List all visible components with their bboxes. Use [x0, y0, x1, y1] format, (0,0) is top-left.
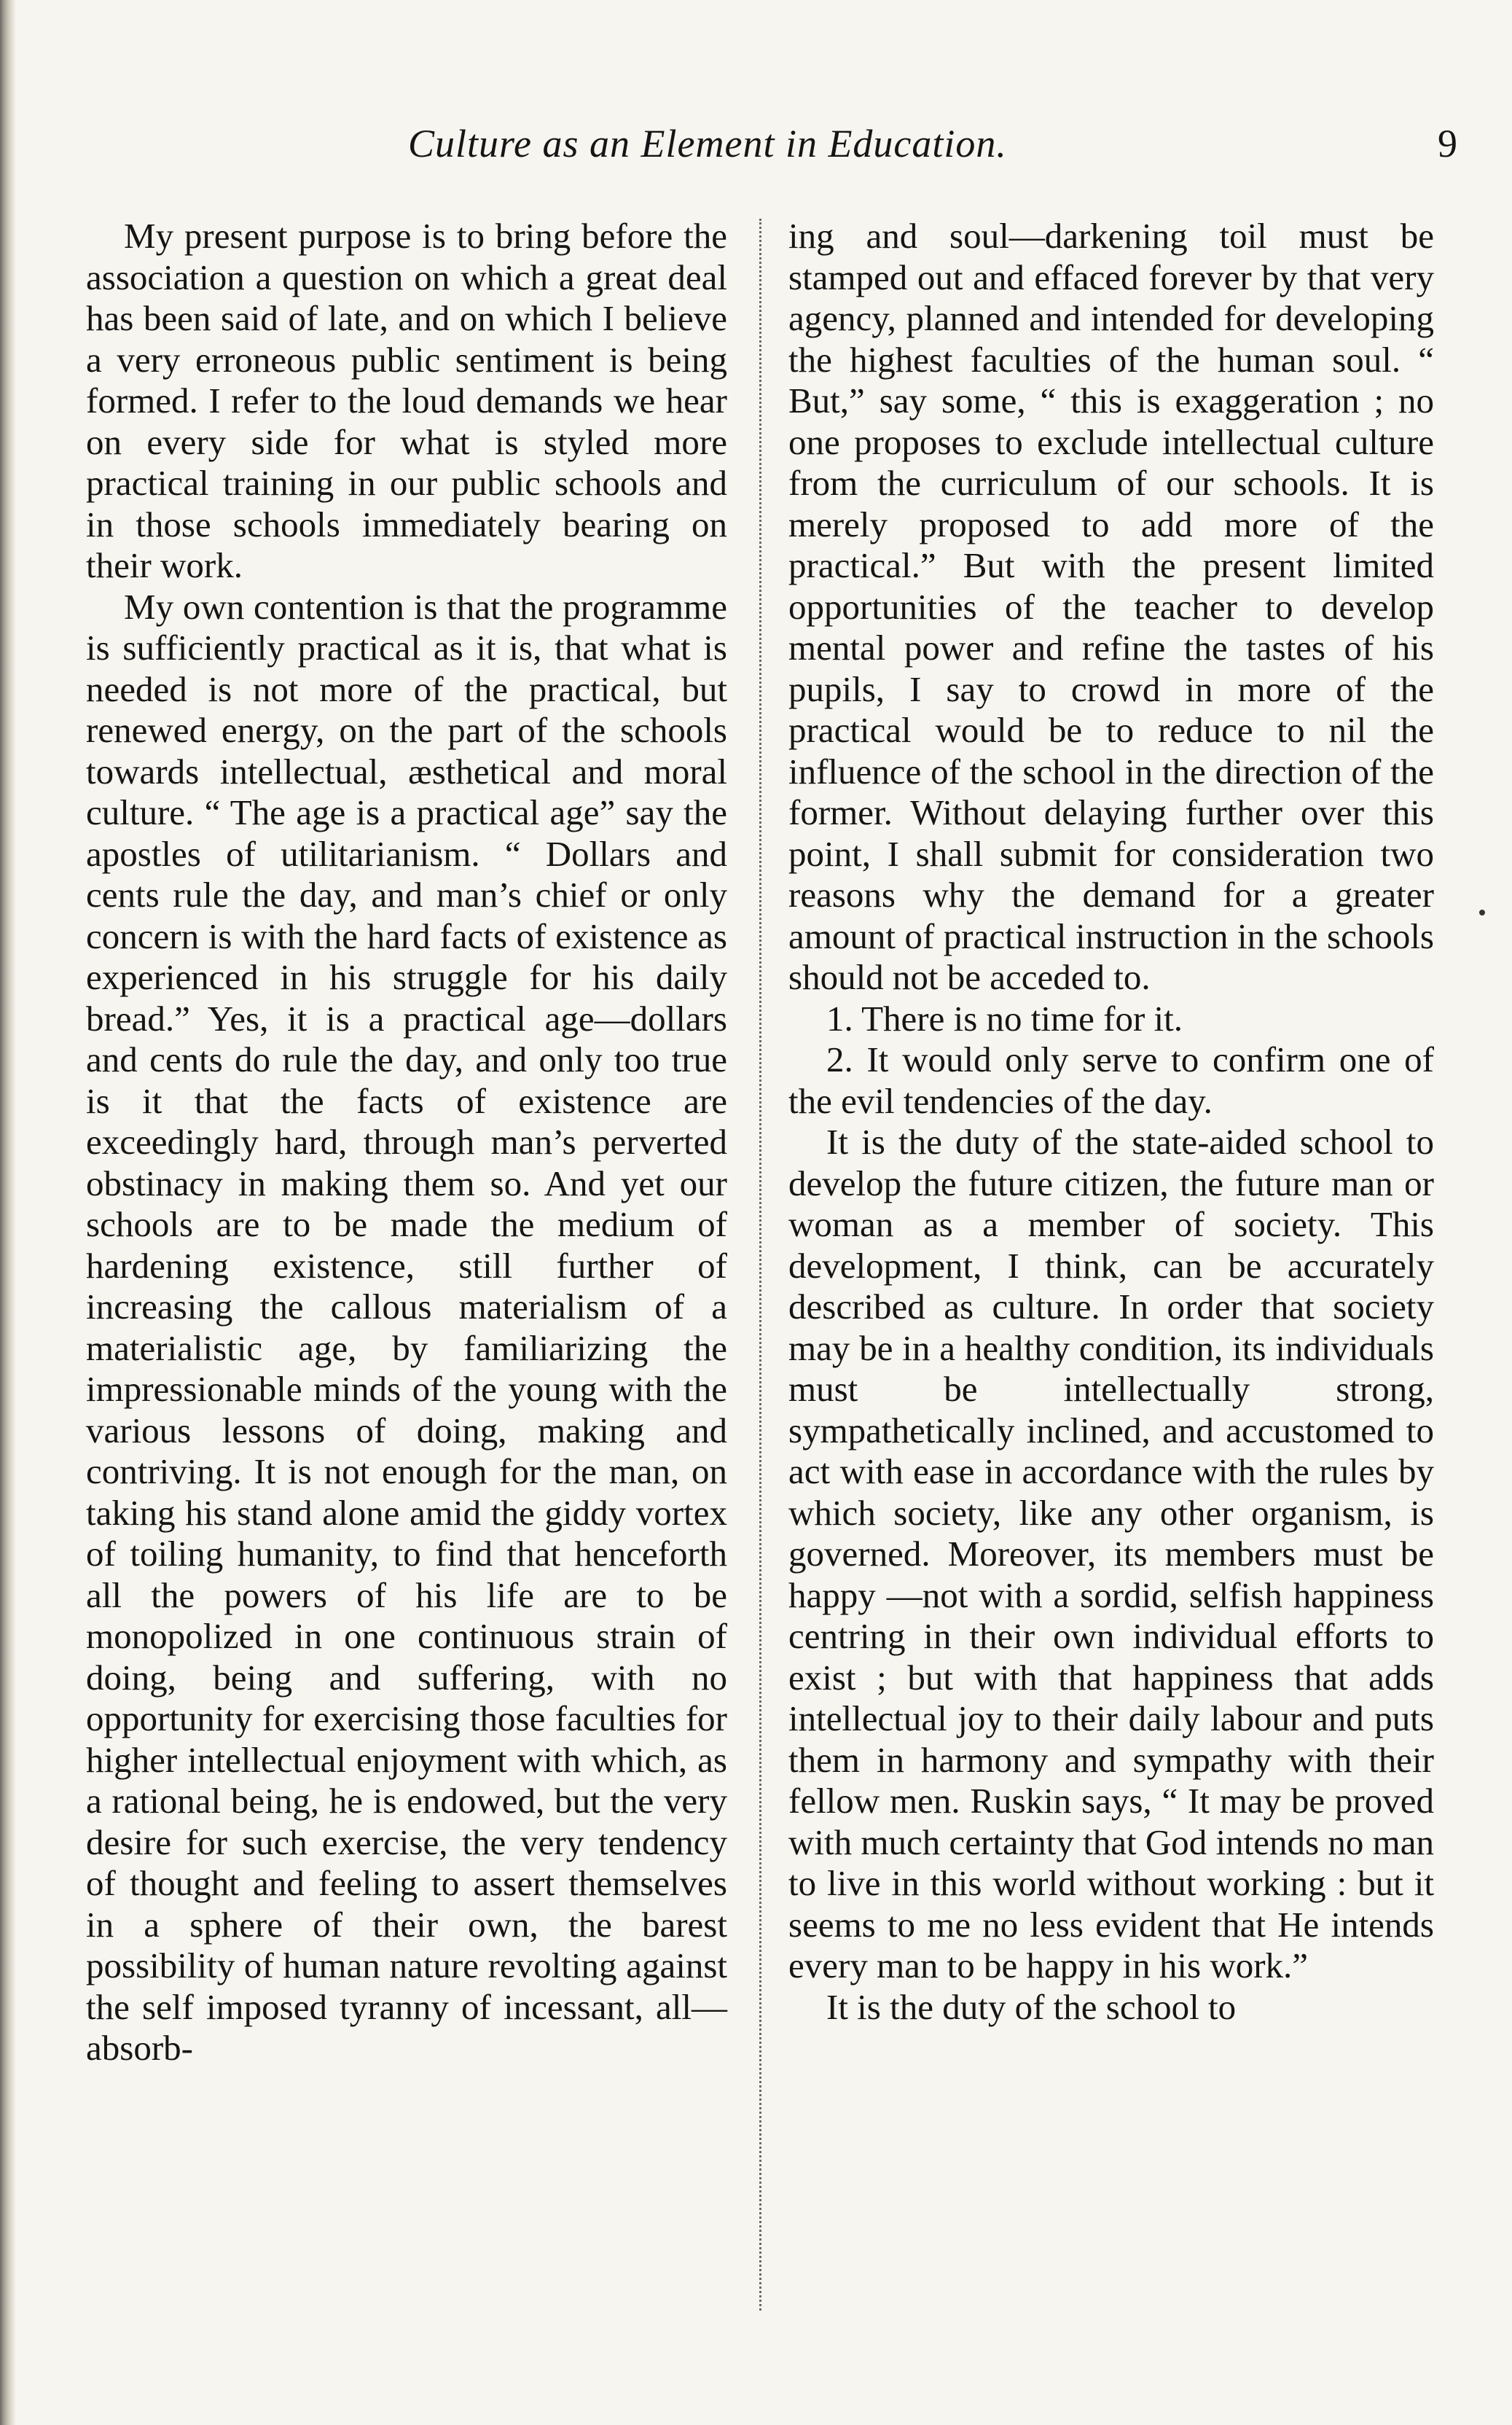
- running-title: Culture as an Element in Education.: [408, 122, 1007, 165]
- list-item: 2. It would only serve to confirm one of the evil tendencies of the day.: [788, 1039, 1434, 1121]
- paragraph: My own contention is that the programme is sufficiently practical as it is, that what is needed is not more of the practical, but renewed energy, on the part of the schools towards intellectual, æsthetical and moral culture. “ The age is a practical age” say the apostles of utilitarianism. “ Dollars and cents rule the day, and man’s chief or only concern is with the hard facts of existence as experienced in his struggle for his daily bread.” Yes, it is a practical age—dollars and cents do rule the day, and only too true is it that the facts of existence are exceedingly hard, through man’s perverted obstinacy in making them so. And yet our schools are to be made the medium of hardening existence, still further of increasing the callous materialism of a materialistic age, by familiarizing the impressionable minds of the young with the various lessons of doing, making and contriving. It is not enough for the man, on taking his stand alone amid the giddy vortex of toiling humanity, to find that henceforth all the powers of his life are to be monopolized in one continuous strain of doing, being and suffering, with no opportunity for exercising those faculties for higher intellectual enjoyment with which, as a rational being, he is endowed, but the very desire for such exercise, the very tendency of thought and feeling to assert themselves in a sphere of their own, the barest possibility of human nature revolting against the self imposed tyranny of incessant, all—absorb-: [86, 586, 727, 2068]
- left-column: [86, 216, 727, 2069]
- paragraph-continuation: ing and soul—darkening toil must be stamped out and effaced forever by that very agency, planned and intended for developing the highest faculties of the human soul. “ But,” say some, “ this is exaggeration ; no one proposes to exclude intellectual culture from the curriculum of our schools. It is merely proposed to add more of the practical.” But with the present limited opportunities of the teacher to develop mental power and refine the tastes of his pupils, I say to crowd in more of the practical would be to reduce to nil the influence of the school in the direction of the former. Without delaying further over this point, I shall submit for consideration two reasons why the demand for a greater amount of practical instruction in the schools should not be acceded to.: [788, 216, 1434, 997]
- right-column: [788, 216, 1434, 2028]
- list-item: 1. There is no time for it.: [826, 998, 1183, 1039]
- running-header: [408, 115, 1457, 173]
- column-divider: [759, 219, 761, 2311]
- paragraph: It is the duty of the state-aided school to develop the future citizen, the future man or woman as a member of society. This development, I think, can be accurately described as culture. In order that society may be in a healthy condition, its individuals must be intellectually strong, sympathetically inclined, and accustomed to act with ease in accordance with the rules by which society, like any other organism, is governed. Moreover, its members must be happy —not with a sordid, selfish happiness centring in their own individual efforts to exist ; but with that happiness that adds intellectual joy to their daily labour and puts them in harmony and sympathy with their fellow men. Ruskin says, “ It may be proved with much certainty that God intends no man to live in this world without working : but it seems to me no less evident that He intends every man to be happy in his work.”: [788, 1122, 1434, 1985]
- print-speck: [1479, 910, 1485, 915]
- book-spine-shadow: [0, 0, 16, 2425]
- paragraph: It is the duty of the school to: [826, 1986, 1237, 2027]
- paragraph: My present purpose is to bring before the association a question on which a great deal has been said of late, and on which I believe a very erroneous public sentiment is being formed. I refer to the loud demands we hear on every side for what is styled more practical training in our public schools and in those schools immediately bearing on their work.: [86, 216, 727, 585]
- page-number: 9: [1438, 122, 1457, 165]
